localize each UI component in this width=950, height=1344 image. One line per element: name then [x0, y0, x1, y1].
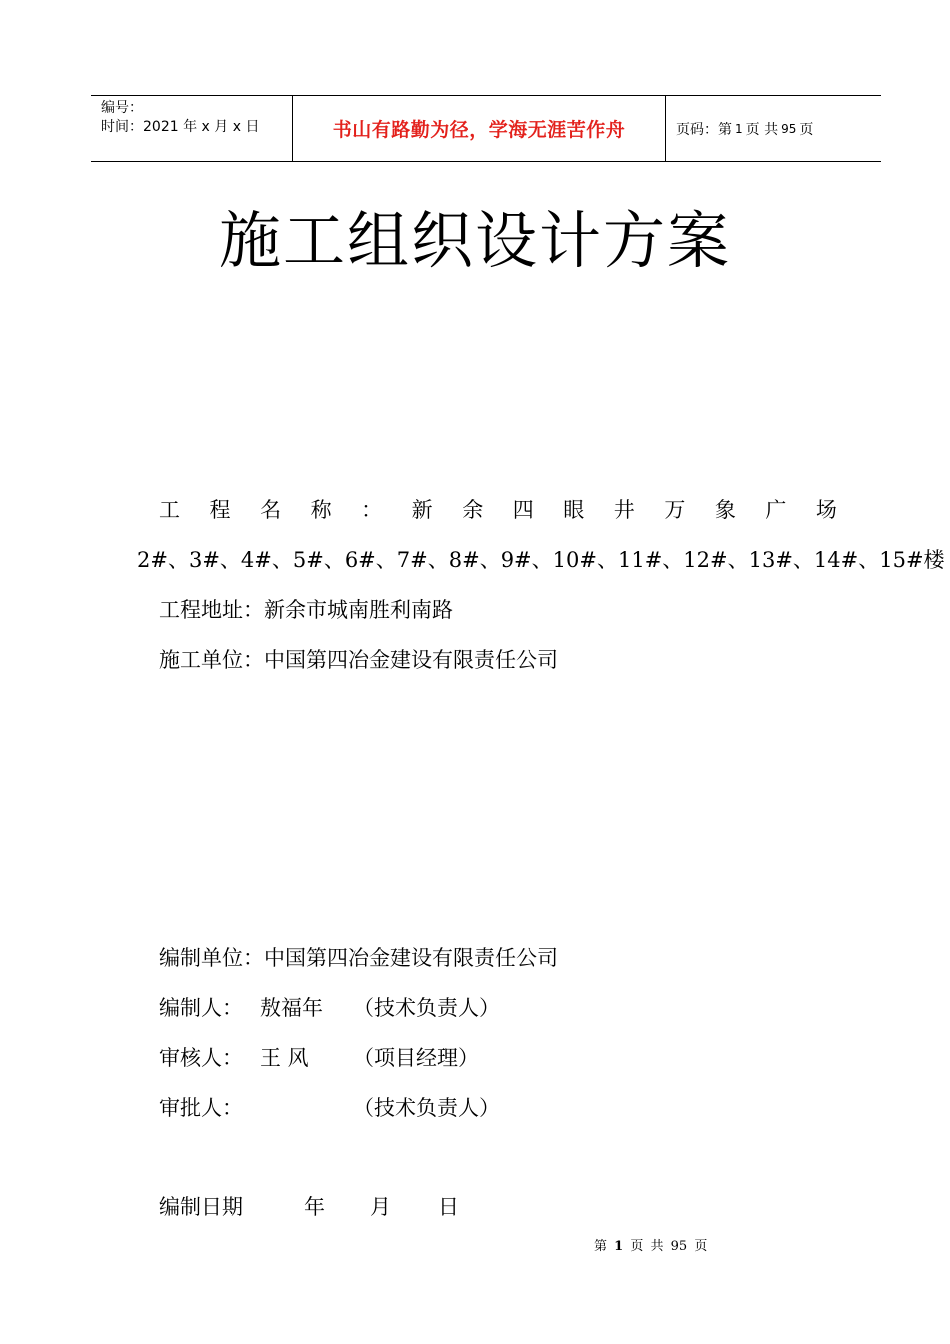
- footer-prefix: 第: [594, 1239, 608, 1254]
- project-name-line: [159, 495, 837, 525]
- header-motto: 书山有路勤为径，学海无涯苦作舟: [292, 96, 666, 161]
- time-label: 时间：2021 年 x 月 x 日: [101, 119, 260, 135]
- footer-total: 95: [670, 1239, 688, 1254]
- reviewer-role: （项目经理）: [353, 1046, 479, 1070]
- project-address: 工程地址：新余市城南胜利南路: [159, 598, 453, 622]
- project-name-char: 井: [613, 498, 635, 522]
- project-name-char: ：: [361, 498, 383, 522]
- project-name-continuation: 2#、3#、4#、5#、6#、7#、8#、9#、10#、11#、12#、13#、14#、15#楼: [137, 548, 945, 572]
- project-name-char: 新: [411, 498, 433, 522]
- project-name-char: 四: [512, 498, 534, 522]
- project-name-char: 场: [815, 498, 837, 522]
- author-name: 敖福年: [260, 996, 323, 1020]
- project-name-char: 工: [159, 498, 180, 522]
- project-name-char: 广: [765, 498, 787, 522]
- compile-unit: 编制单位：中国第四冶金建设有限责任公司: [159, 946, 558, 970]
- project-name-char: 名: [260, 498, 282, 522]
- page-mid: 页 共: [745, 121, 779, 138]
- project-name-char: 象: [714, 498, 736, 522]
- page-total: 95: [781, 121, 797, 136]
- footer-current: 1: [614, 1239, 624, 1254]
- reviewer-name: 王 风: [260, 1046, 309, 1070]
- page-footer: [594, 1235, 707, 1254]
- footer-mid: 页 共: [630, 1239, 664, 1254]
- page-prefix: 页码：第: [676, 121, 732, 138]
- project-contractor: 施工单位：中国第四冶金建设有限责任公司: [159, 648, 558, 672]
- project-name-char: 称: [310, 498, 332, 522]
- reviewer-label: 审核人：: [159, 1046, 243, 1070]
- date-label: 编制日期: [159, 1195, 243, 1219]
- header-meta: [91, 96, 293, 161]
- approver-role: （技术负责人）: [353, 1096, 500, 1120]
- date-day: 日: [438, 1195, 459, 1219]
- date-month: 月: [370, 1195, 391, 1219]
- author-label: 编制人：: [159, 996, 243, 1020]
- approver-label: 审批人：: [159, 1096, 243, 1120]
- serial-label: 编号：: [101, 100, 143, 116]
- project-name-char: 程: [209, 498, 231, 522]
- footer-suffix: 页: [694, 1239, 708, 1254]
- project-name-char: 余: [462, 498, 484, 522]
- project-name-char: 眼: [563, 498, 585, 522]
- date-year: 年: [304, 1195, 325, 1219]
- header-page-number: [666, 96, 881, 161]
- author-role: （技术负责人）: [353, 996, 500, 1020]
- document-title: 施工组织设计方案: [218, 204, 731, 277]
- page-header: [91, 95, 881, 162]
- project-name-char: 万: [664, 498, 686, 522]
- page-suffix: 页: [799, 121, 814, 138]
- page-current: 1: [735, 121, 743, 136]
